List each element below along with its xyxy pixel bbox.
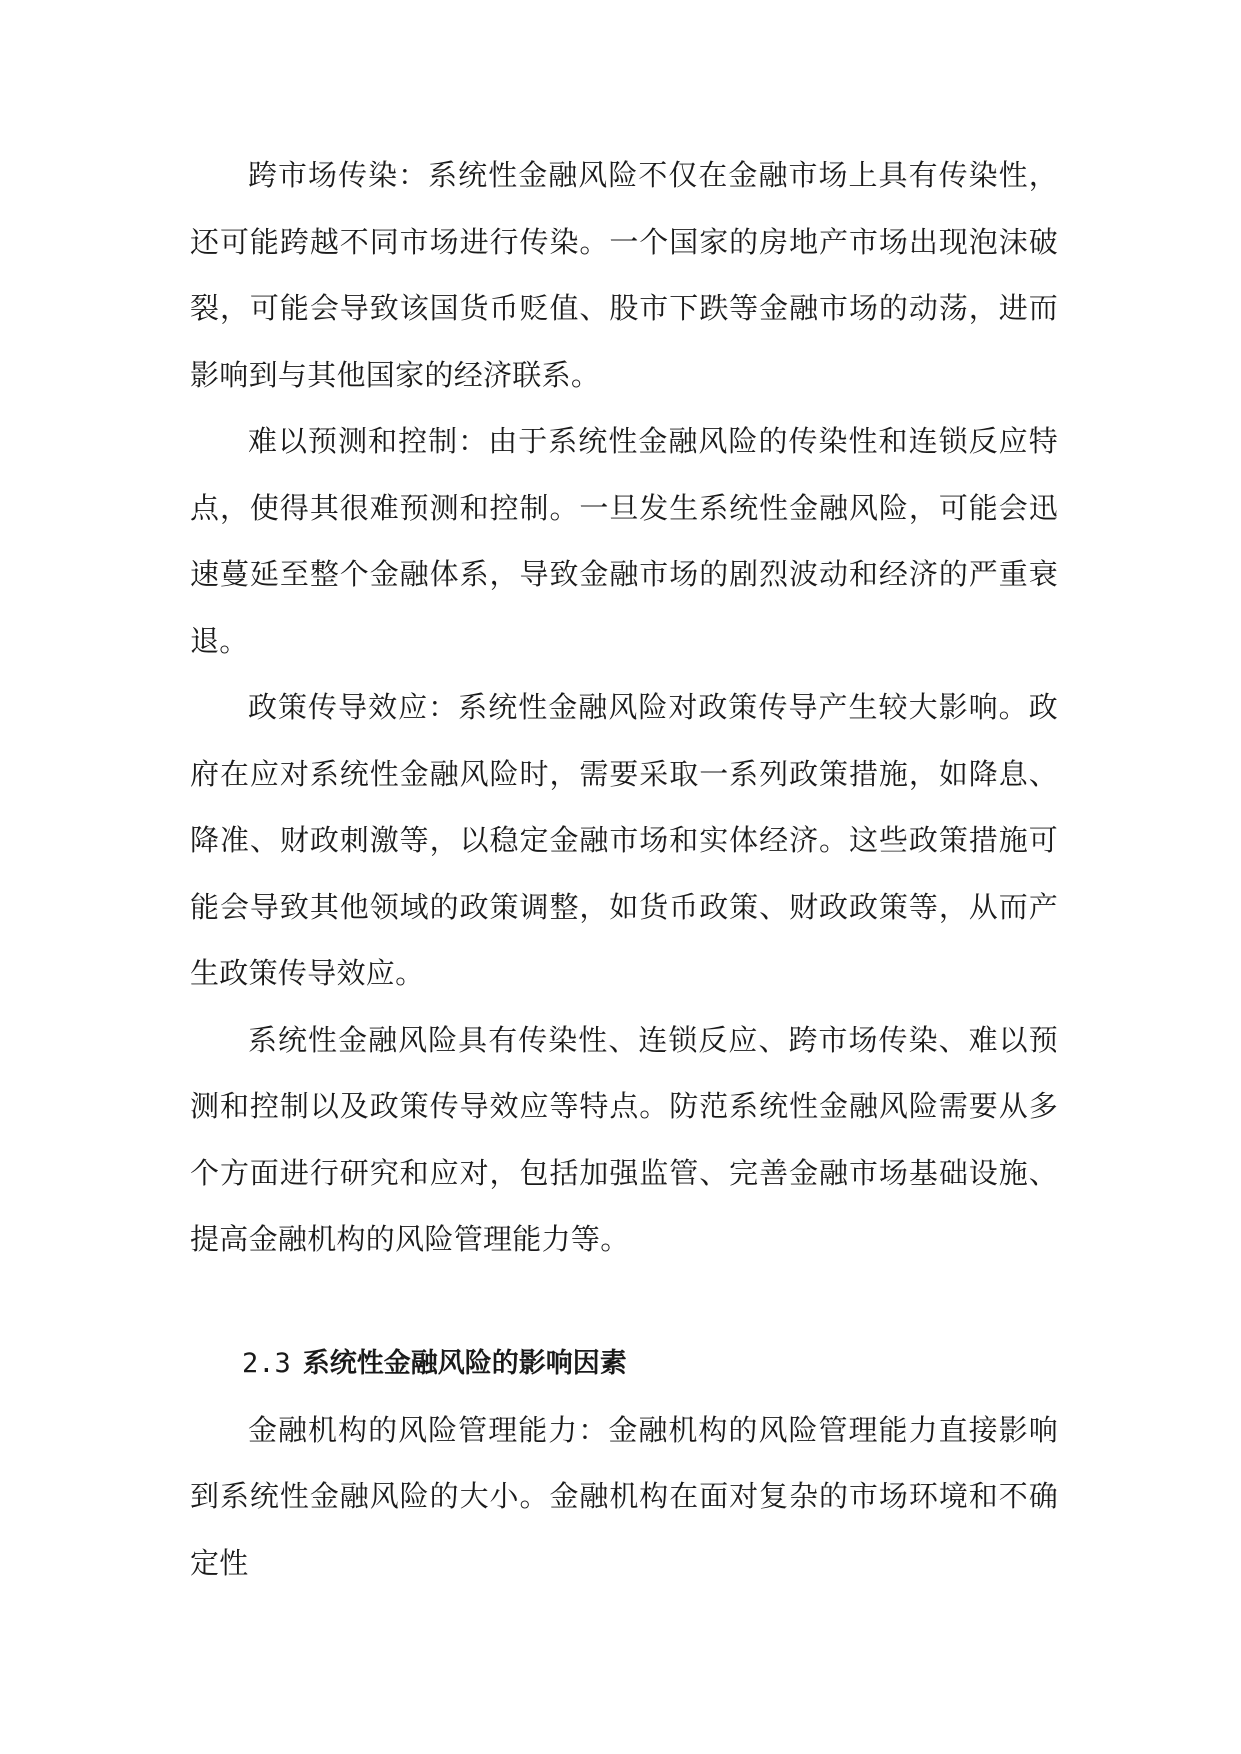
paragraph-summary: 系统性金融风险具有传染性、连锁反应、跨市场传染、难以预测和控制以及政策传导效应等特点。防范系统性金融风险需要从多个方面进行研究和应对，包括加强监管、完善金融市场基础设施、提高金融机构的风险管理能力等。 [190, 1022, 1058, 1256]
section-number: 2.3 [242, 1347, 291, 1379]
section-title: 系统性金融风险的影响因素 [302, 1347, 627, 1379]
paragraph-cross-market-contagion: 跨市场传染：系统性金融风险不仅在金融市场上具有传染性，还可能跨越不同市场进行传染。一个国家的房地产市场出现泡沫破裂，可能会导致该国货币贬值、股市下跌等金融市场的动荡，进而影响到与其他国家的经济联系。 [190, 158, 1058, 392]
section-heading [190, 1331, 1058, 1397]
document-page [190, 142, 1058, 1596]
paragraph-risk-management: 金融机构的风险管理能力：金融机构的风险管理能力直接影响到系统性金融风险的大小。金融机构在面对复杂的市场环境和不确定性 [190, 1412, 1058, 1580]
paragraph-hard-to-predict: 难以预测和控制：由于系统性金融风险的传染性和连锁反应特点，使得其很难预测和控制。一旦发生系统性金融风险，可能会迅速蔓延至整个金融体系，导致金融市场的剧烈波动和经济的严重衰退。 [190, 424, 1058, 658]
paragraph-policy-transmission: 政策传导效应：系统性金融风险对政策传导产生较大影响。政府在应对系统性金融风险时，需要采取一系列政策措施，如降息、降准、财政刺激等，以稳定金融市场和实体经济。这些政策措施可能会导致其他领域的政策调整，如货币政策、财政政策等，从而产生政策传导效应。 [190, 690, 1058, 990]
